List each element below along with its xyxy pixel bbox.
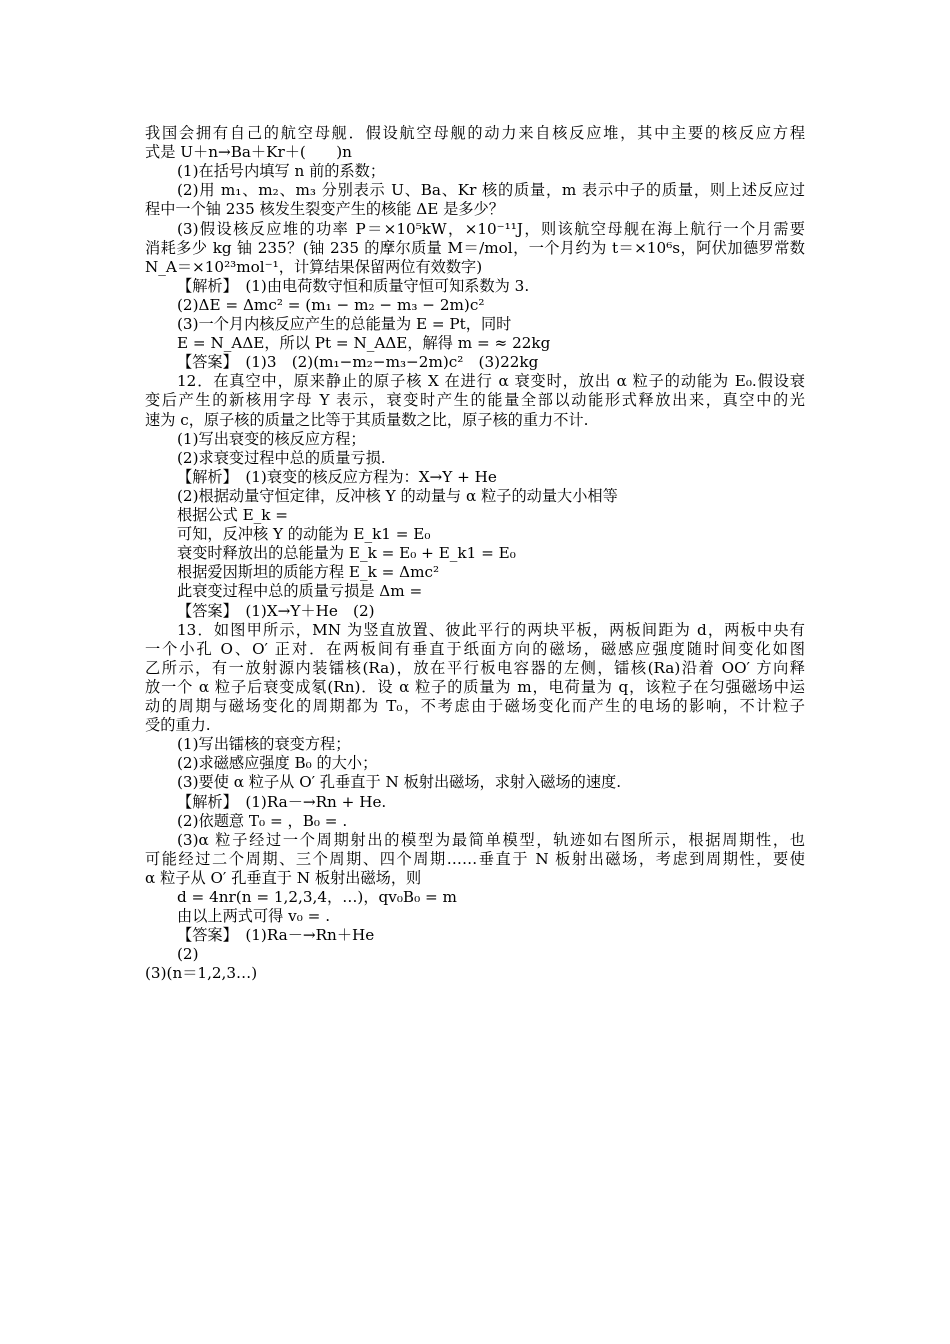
text-line: 我国会拥有自己的航空母舰．假设航空母舰的动力来自核反应堆，其中主要的核反应方程 <box>145 124 805 142</box>
text-line: (2)求衰变过程中总的质量亏损. <box>177 448 386 467</box>
text-line: 【答案】 (1)Ra－→Rn＋He <box>177 926 375 945</box>
text-line: (1)在括号内填写 n 前的系数； <box>177 162 386 181</box>
text-line: 受的重力. <box>145 716 211 735</box>
text-line: 【答案】 (1)X→Y＋He (2) <box>177 601 375 620</box>
text-line: 此衰变过程中总的质量亏损是 Δm = <box>177 582 423 601</box>
text-line: 13．如图甲所示，MN 为竖直放置、彼此平行的两块平板，两板间距为 d，两板中央有 <box>177 620 805 639</box>
text-line: 【解析】 (1)Ra－→Rn + He. <box>177 792 387 811</box>
text-line: 式是 U＋n→Ba＋Kr＋( )n <box>145 143 352 162</box>
text-line: 【答案】 (1)3 (2)(m₁−m₂−m₃−2m)c² (3)22kg <box>177 353 539 372</box>
text-line: (2)根据动量守恒定律，反冲核 Y 的动量与 α 粒子的动量大小相等 <box>177 486 618 505</box>
text-line: d = 4nr(n = 1,2,3,4，…)，qv₀B₀ = m <box>177 888 457 906</box>
text-line: (2)ΔE = Δmc² = (m₁ − m₂ − m₃ − 2m)c² <box>177 295 485 314</box>
text-line: (2)求磁感应强度 B₀ 的大小； <box>177 754 378 773</box>
text-line: (3)(n＝1,2,3…) <box>145 964 258 983</box>
text-line: (1)写出镭核的衰变方程； <box>177 735 351 754</box>
text-line: (3)要使 α 粒子从 O′ 孔垂直于 N 板射出磁场，求射入磁场的速度. <box>177 773 622 792</box>
text-line: (2)用 m₁、m₂、m₃ 分别表示 U、Ba、Kr 核的质量，m 表示中子的质量，则上述反应过 <box>177 181 805 200</box>
text-line: α 粒子从 O′ 孔垂直于 N 板射出磁场，则 <box>145 868 422 887</box>
text-line: 12．在真空中，原来静止的原子核 X 在进行 α 衰变时，放出 α 粒子的动能为 E₀.假设衰 <box>177 372 805 391</box>
text-line: 乙所示，有一放射源内装镭核(Ra)，放在平行板电容器的左侧，镭核(Ra)沿着 OO′ 方向释 <box>145 658 805 677</box>
text-line: 放一个 α 粒子后衰变成氡(Rn)．设 α 粒子的质量为 m，电荷量为 q，该粒子在匀强磁场中运 <box>145 677 805 696</box>
text-line: E = N_AΔE，所以 Pt = N_AΔE，解得 m = ≈ 22kg <box>177 334 551 353</box>
text-line: 速为 c，原子核的质量之比等于其质量数之比，原子核的重力不计. <box>145 410 589 429</box>
text-line: 【解析】 (1)衰变的核反应方程为：X→Y + He <box>177 467 497 486</box>
text-line: (2)依题意 T₀ = ，B₀ = . <box>177 811 348 830</box>
text-line: N_A＝×10²³mol⁻¹，计算结果保留两位有效数字) <box>145 257 483 276</box>
text-line: 可能经过二个周期、三个周期、四个周期……垂直于 N 板射出磁场，考虑到周期性，要使 <box>145 849 805 868</box>
text-line: 消耗多少 kg 铀 235？(铀 235 的摩尔质量 M＝/mol，一个月约为 t＝×10⁶s，阿伏加德罗常数 <box>145 238 805 257</box>
text-line: 根据公式 E_k = <box>177 506 289 524</box>
text-line: (3)一个月内核反应产生的总能量为 E = Pt，同时 <box>177 315 512 333</box>
text-line: 一个小孔 O、O′ 正对．在两板间有垂直于纸面方向的磁场，磁感应强度随时间变化如图 <box>145 639 805 658</box>
text-line: 程中一个铀 235 核发生裂变产生的核能 ΔE 是多少？ <box>145 200 504 219</box>
text-line: 衰变时释放出的总能量为 E_k = E₀ + E_k1 = E₀ <box>177 544 516 563</box>
text-line: 【解析】 (1)由电荷数守恒和质量守恒可知系数为 3. <box>177 276 530 295</box>
text-line: (3)α 粒子经过一个周期射出的模型为最简单模型，轨迹如右图所示，根据周期性，也 <box>177 830 805 849</box>
text-line: 变后产生的新核用字母 Y 表示，衰变时产生的能量全部以动能形式释放出来，真空中的光 <box>145 391 805 410</box>
text-line: (1)写出衰变的核反应方程； <box>177 429 366 448</box>
text-line: 动的周期与磁场变化的周期都为 T₀，不考虑由于磁场变化而产生的电场的影响，不计粒子 <box>145 697 805 715</box>
text-line: 由以上两式可得 v₀ = . <box>177 907 331 926</box>
text-line: 可知，反冲核 Y 的动能为 E_k1 = E₀ <box>177 525 431 544</box>
text-line: (2) <box>177 945 199 964</box>
text-line: 根据爱因斯坦的质能方程 E_k = Δmc² <box>177 563 440 582</box>
text-line: (3)假设核反应堆的功率 P＝×10⁵kW，×10⁻¹¹J，则该航空母舰在海上航行一个月需要 <box>177 219 805 238</box>
